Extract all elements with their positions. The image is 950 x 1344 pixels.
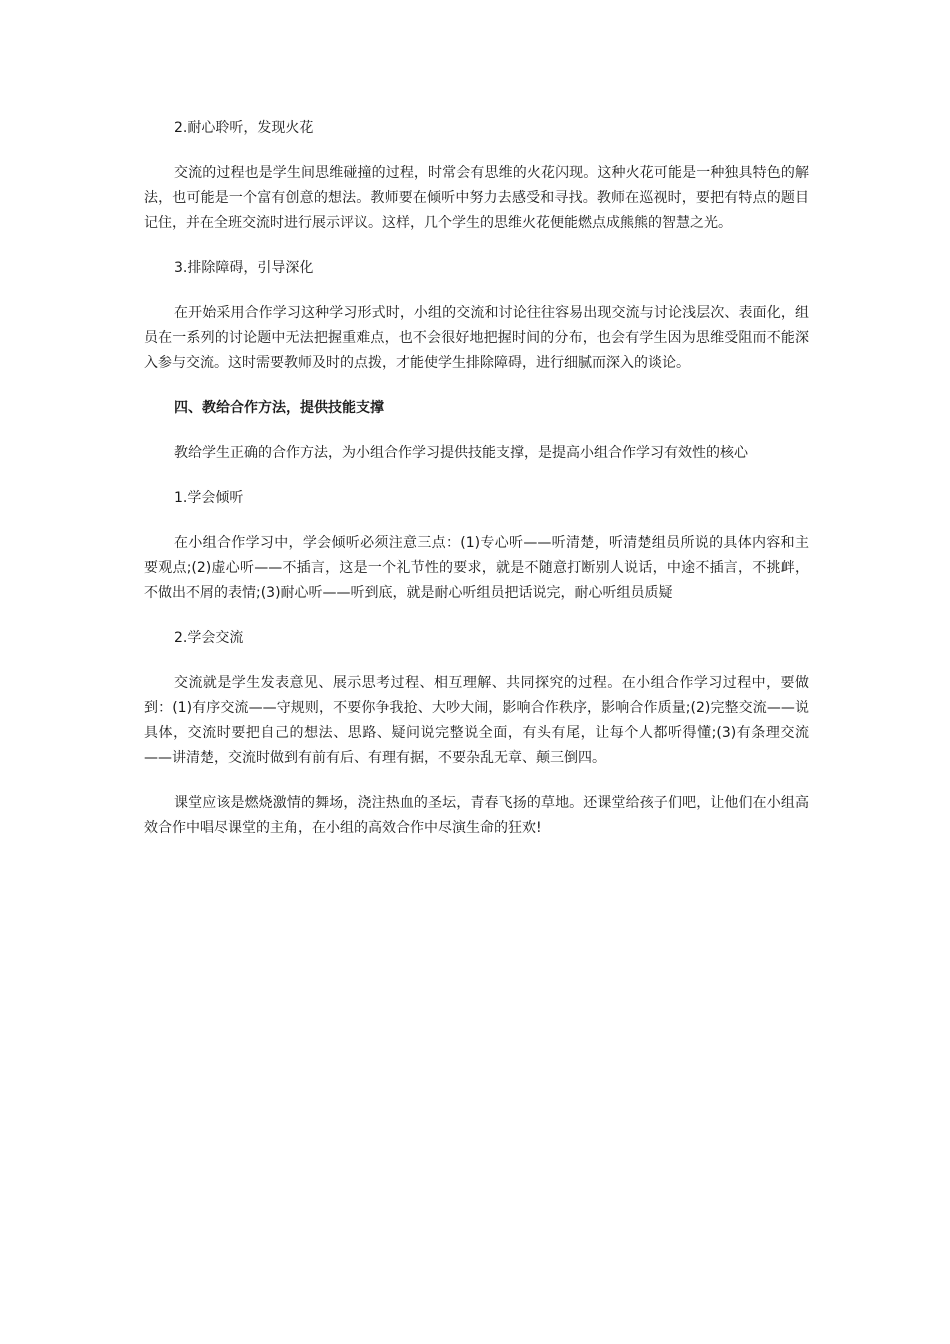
subheading-patient-listening: 2.耐心聆听，发现火花 xyxy=(174,120,314,136)
section-heading-four: 四、教给合作方法，提供技能支撑 xyxy=(174,400,384,416)
paragraph-obstacles: 在开始采用合作学习这种学习形式时，小组的交流和讨论往往容易出现交流与讨论浅层次、表面化，组员在一系列的讨论题中无法把握重难点，也不会很好地把握时间的分布，也会有学生因为思维受阻而不能深入参与交流。这时需要教师及时的点拨，才能使学生排除障碍，进行细腻而深入的谈论。 xyxy=(144,305,809,371)
paragraph-methods-intro: 教给学生正确的合作方法，为小组合作学习提供技能支撑，是提高小组合作学习有效性的核心 xyxy=(174,445,748,461)
paragraph-communicate: 交流就是学生发表意见、展示思考过程、相互理解、共同探究的过程。在小组合作学习过程中，要做到：(1)有序交流——守规则，不要你争我抢、大吵大闹，影响合作秩序，影响合作质量;(2)完整交流——说具体，交流时要把自己的想法、思路、疑问说完整说全面，有头有尾，让每个人都听得懂;(3)有条理交流——讲清楚，交流时做到有前有后、有理有据，不要杂乱无章、颠三倒四。 xyxy=(144,675,809,766)
document-body xyxy=(144,116,809,841)
paragraph-listen: 在小组合作学习中，学会倾听必须注意三点：(1)专心听——听清楚，听清楚组员所说的具体内容和主要观点;(2)虚心听——不插言，这是一个礼节性的要求，就是不随意打断别人说话，中途不插言，不挑衅，不做出不屑的表情;(3)耐心听——听到底，就是耐心听组员把话说完，耐心听组员质疑 xyxy=(144,535,809,601)
paragraph-conclusion: 课堂应该是燃烧激情的舞场，浇注热血的圣坛，青春飞扬的草地。还课堂给孩子们吧，让他们在小组高效合作中唱尽课堂的主角，在小组的高效合作中尽演生命的狂欢! xyxy=(144,795,809,836)
subheading-learn-communicate: 2.学会交流 xyxy=(174,630,244,646)
subheading-learn-listen: 1.学会倾听 xyxy=(174,490,244,506)
paragraph-spark: 交流的过程也是学生间思维碰撞的过程，时常会有思维的火花闪现。这种火花可能是一种独具特色的解法，也可能是一个富有创意的想法。教师要在倾听中努力去感受和寻找。教师在巡视时，要把有特点的题目记住，并在全班交流时进行展示评议。这样，几个学生的思维火花便能燃点成熊熊的智慧之光。 xyxy=(144,165,809,231)
subheading-remove-obstacles: 3.排除障碍，引导深化 xyxy=(174,260,314,276)
